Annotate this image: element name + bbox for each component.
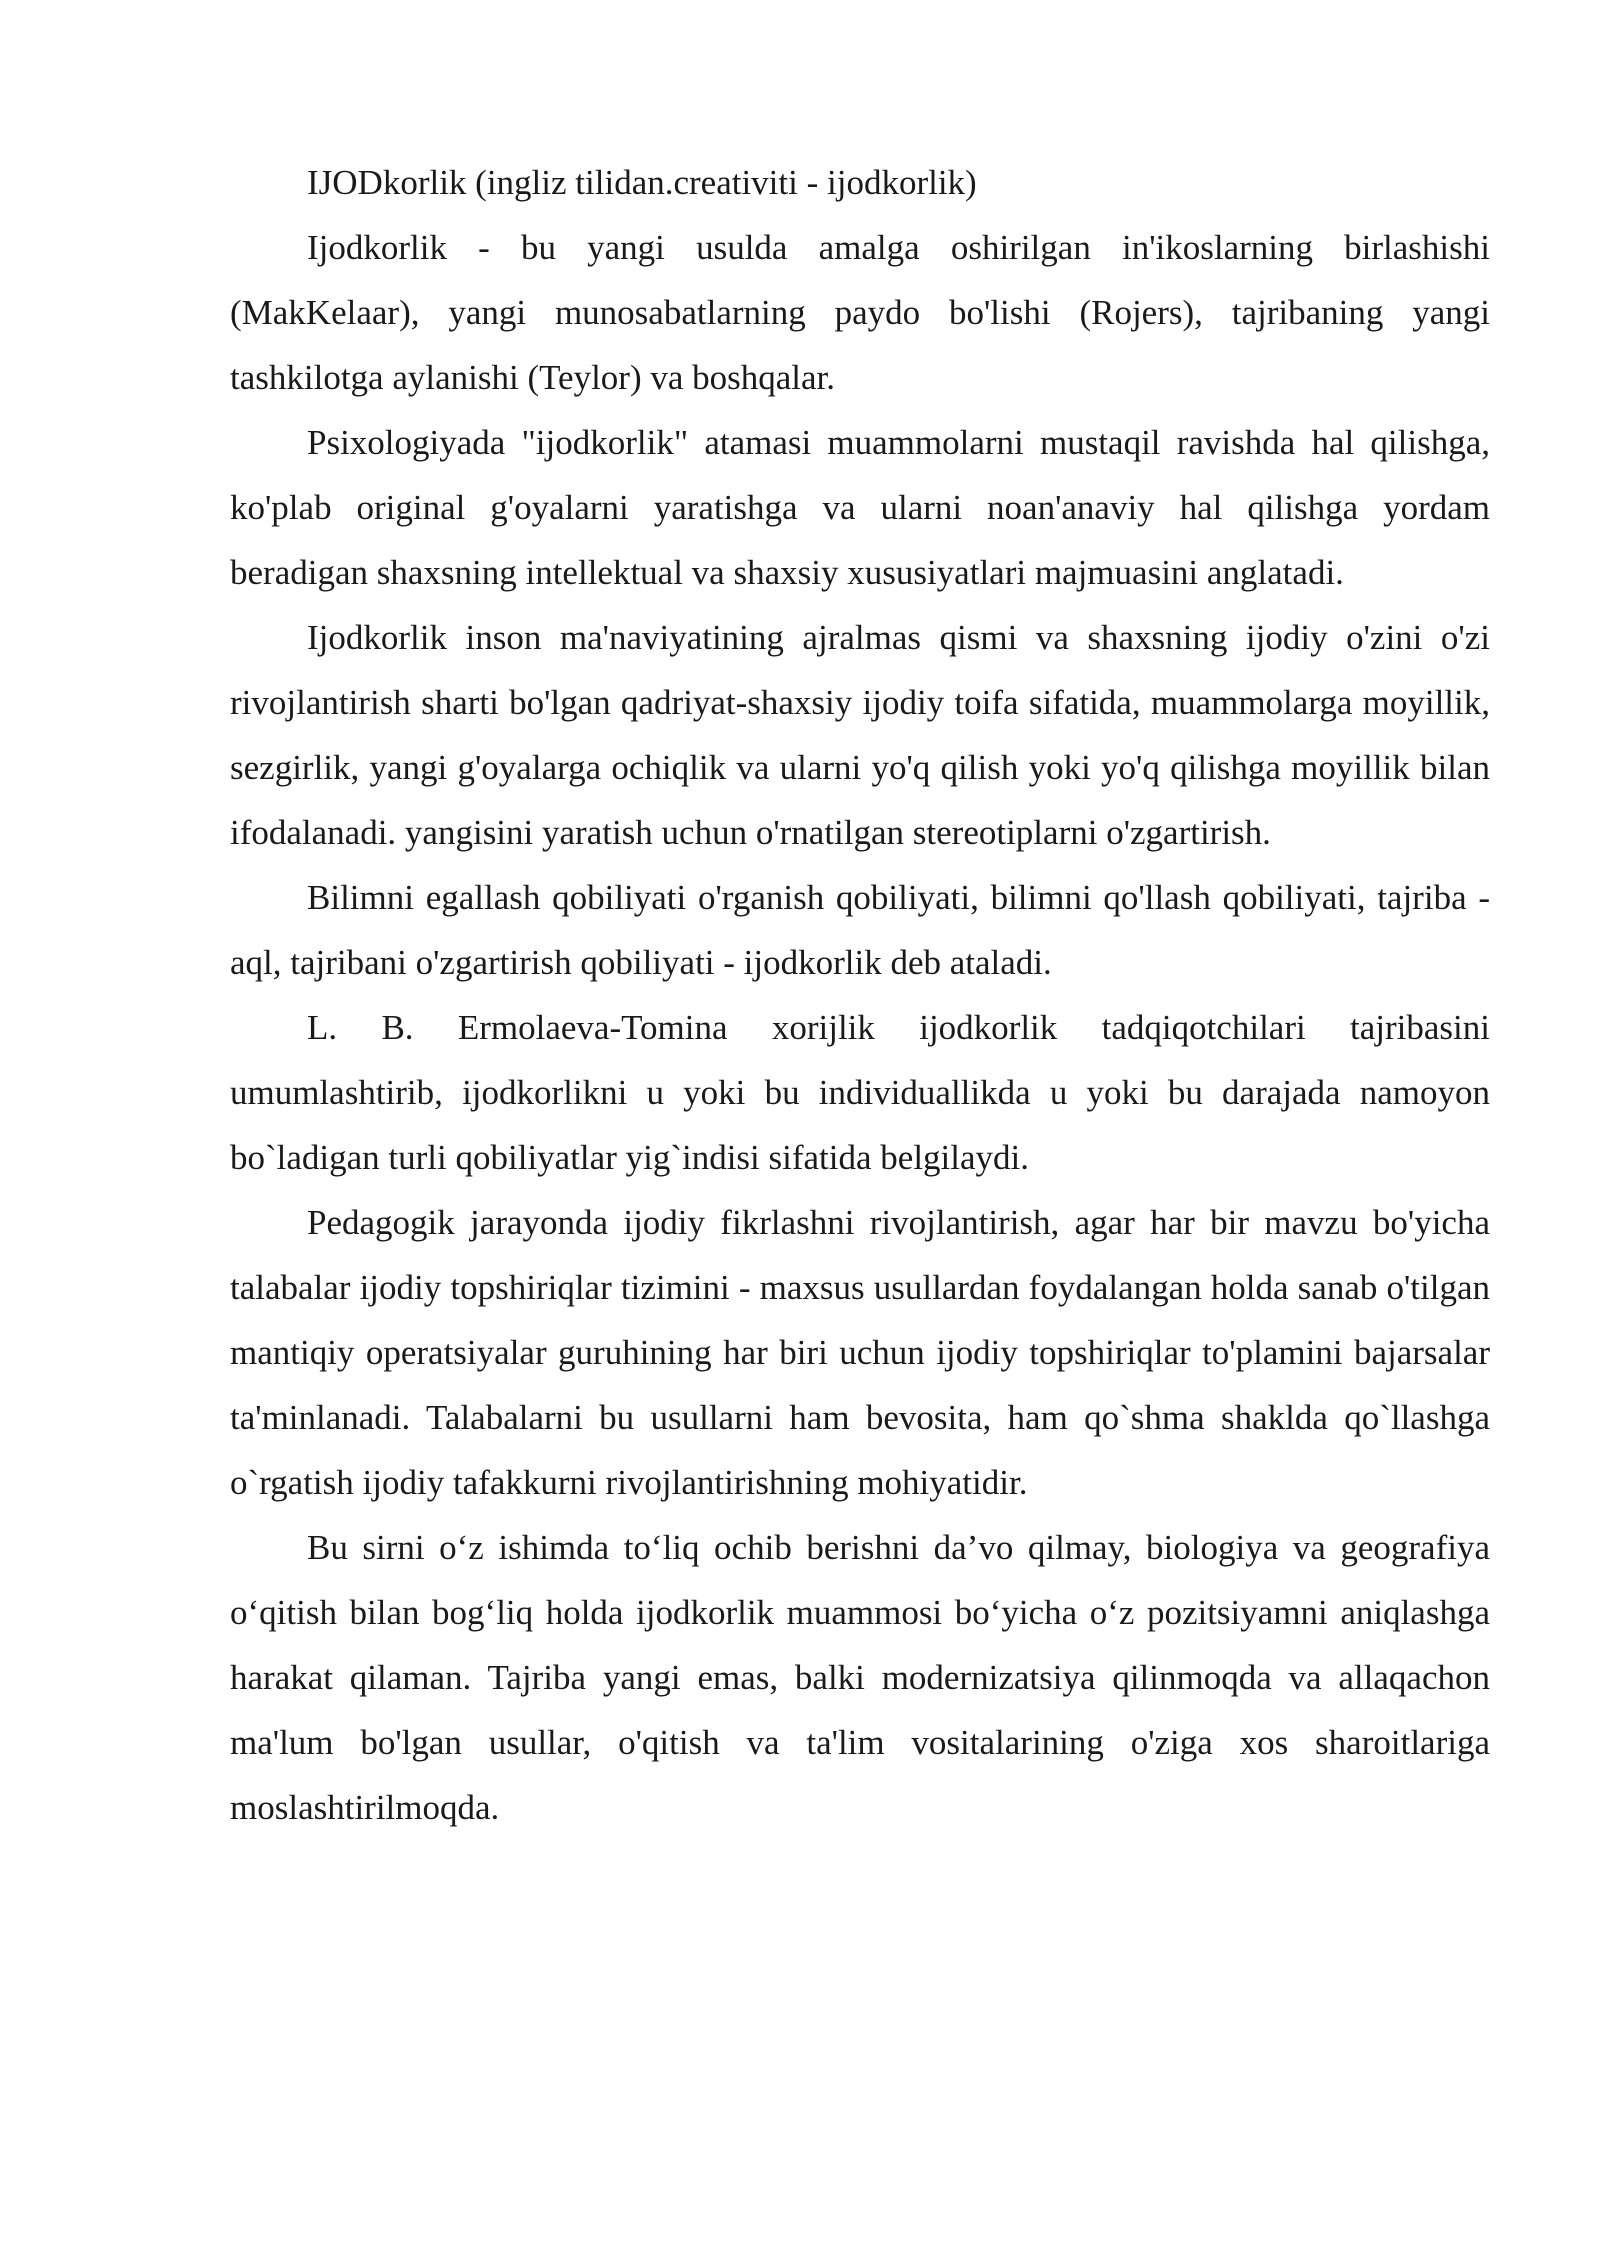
paragraph-pedagogy: Pedagogik jarayonda ijodiy fikrlashni rivojlantirish, agar har bir mavzu bo'yicha talabalar ijodiy topshiriqlar tizimini - maxsus usullardan foydalangan holda sanab o'tilgan mantiqiy operatsiyalar guruhining har biri uchun ijodiy topshiriqlar to'plamini bajarsalar ta'minlanadi. Talabalarni bu usullarni ham bevosita, ham qo`shma shaklda qo`llashga o`rgatish ijodiy tafakkurni rivojlantirishning mohiyatidir. — [230, 1203, 1490, 1502]
paragraph-psychology: Psixologiyada "ijodkorlik" atamasi muammolarni mustaqil ravishda hal qilishga, ko'plab original g'oyalarni yaratishga va ularni noan'anaviy hal qilishga yordam beradigan shaxsning intellektual va shaxsiy xususiyatlari majmuasini anglatadi. — [230, 423, 1490, 592]
paragraph-ermolaeva: L. B. Ermolaeva-Tomina xorijlik ijodkorlik tadqiqotchilari tajribasini umumlashtirib, ijodkorlikni u yoki bu individuallikda u yoki bu darajada namoyon bo`ladigan turli qobiliyatlar yig`indisi sifatida belgilaydi. — [230, 1008, 1490, 1177]
paragraph-spirituality: Ijodkorlik inson ma'naviyatining ajralmas qismi va shaxsning ijodiy o'zini o'zi rivojlantirish sharti bo'lgan qadriyat-shaxsiy ijodiy toifa sifatida, muammolarga moyillik, sezgirlik, yangi g'oyalarga ochiqlik va ularni yo'q qilish yoki yo'q qilishga moyillik bilan ifodalanadi. yangisini yaratish uchun o'rnatilgan stereotiplarni o'zgartirish. — [230, 618, 1490, 852]
paragraph-definition: Ijodkorlik - bu yangi usulda amalga oshirilgan in'ikoslarning birlashishi (MakKelaar), yangi munosabatlarning paydo bo'lishi (Rojers), tajribaning yangi tashkilotga aylanishi (Teylor) va boshqalar. — [230, 228, 1490, 397]
paragraph-position: Bu sirni o‘z ishimda to‘liq ochib berishni da’vo qilmay, biologiya va geografiya o‘qitish bilan bog‘liq holda ijodkorlik muammosi bo‘yicha o‘z pozitsiyamni aniqlashga harakat qilaman. Tajriba yangi emas, balki modernizatsiya qilinmoqda va allaqachon ma'lum bo'lgan usullar, o'qitish va ta'lim vositalarining o'ziga xos sharoitlariga moslashtirilmoqda. — [230, 1528, 1490, 1827]
paragraph-knowledge: Bilimni egallash qobiliyati o'rganish qobiliyati, bilimni qo'llash qobiliyati, tajriba - aql, tajribani o'zgartirish qobiliyati - ijodkorlik deb ataladi. — [230, 878, 1490, 982]
document-heading: IJODkorlik (ingliz tilidan.creativiti - ijodkorlik) — [307, 163, 977, 202]
document-page — [230, 150, 1490, 1840]
